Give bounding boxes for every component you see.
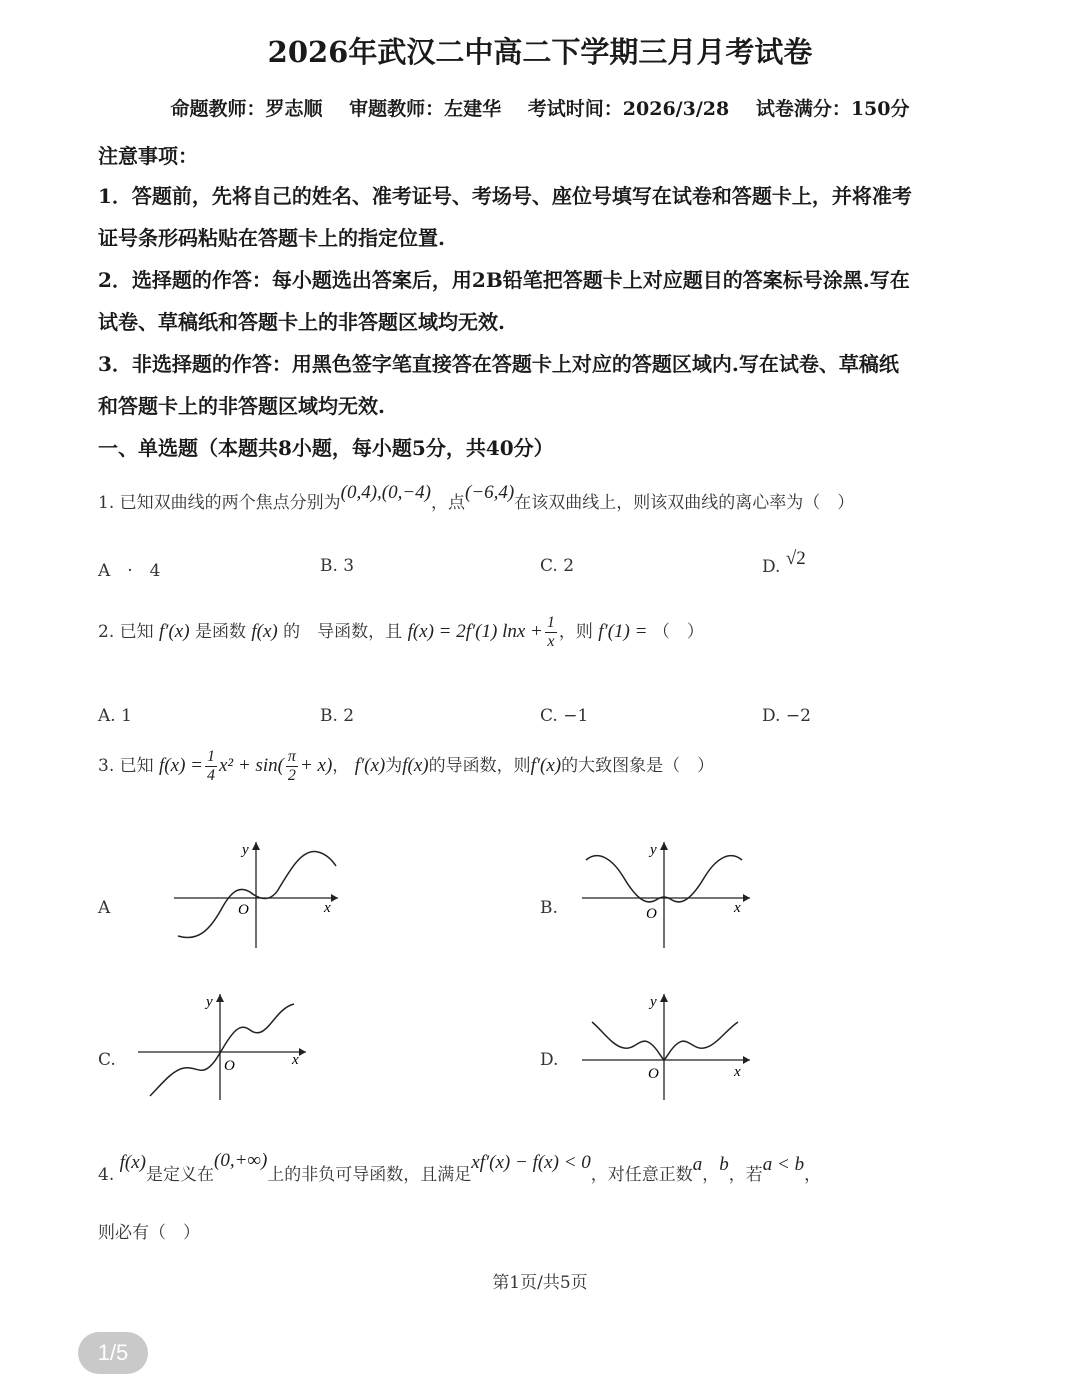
q2-text-2: 是函数 — [194, 622, 246, 642]
q2-fprime: f′(x) — [159, 621, 190, 642]
q4-text-6: ，若 — [728, 1165, 763, 1185]
q2-text-1: 2. 已知 — [98, 622, 154, 642]
q2-option-c: C. −1 — [540, 706, 589, 726]
graph-b-x-arrow — [743, 894, 750, 902]
graph-a-x-arrow — [331, 894, 338, 902]
q4-fx: f(x) — [119, 1152, 147, 1173]
q2-frac-den: x — [547, 633, 555, 650]
graph-b-origin: O — [646, 906, 657, 922]
q2-fraction — [545, 614, 557, 651]
q2-text-3: 的 导函数，且 — [283, 622, 403, 642]
graph-c-origin: O — [224, 1058, 235, 1074]
graph-c-x-label: x — [292, 1052, 299, 1068]
q4-text-5: ， — [702, 1165, 720, 1185]
q1-option-d — [762, 548, 806, 578]
question-4 — [98, 1150, 822, 1186]
q1-text-3: 在该双曲线上，则该双曲线的离心率为（ ） — [514, 493, 855, 513]
graph-a — [170, 838, 340, 950]
graph-a-curve — [178, 852, 336, 938]
q4-a: a — [692, 1154, 703, 1175]
graph-c-y-label: y — [206, 994, 213, 1010]
full-score: 试卷满分：150分 — [755, 98, 910, 120]
question-1 — [98, 482, 855, 514]
q3-text-5: 的大致图象是（ ） — [561, 756, 715, 776]
graph-a-origin: O — [238, 902, 249, 918]
note-line-4: 试卷、草稿纸和答题卡上的非答题区域均无效. — [98, 310, 505, 334]
q2-option-a: A. 1 — [98, 706, 132, 726]
q4-text-3: 上的非负可导函数，且满足 — [267, 1165, 472, 1185]
exam-time: 考试时间：2026/3/28 — [527, 98, 730, 120]
q1-option-d-label: D. — [762, 557, 781, 577]
q1-option-d-math: √2 — [785, 548, 806, 569]
graph-a-y-arrow — [252, 842, 260, 850]
q3-text-2: ， — [332, 756, 350, 776]
graph-d-curve — [592, 1022, 738, 1060]
q3-option-c: C. — [98, 1050, 116, 1070]
q2-fx: f(x) — [251, 621, 278, 642]
q3-text-3: 为 — [385, 756, 403, 776]
note-line-5: 3．非选择题的作答：用黑色签字笔直接答在答题卡上对应的答题区域内.写在试卷、草稿纸 — [98, 352, 899, 376]
setter: 命题教师：罗志顺 — [170, 98, 323, 120]
q3-frac1-den: 4 — [206, 767, 215, 784]
q3-text-4: 的导函数，则 — [428, 756, 531, 776]
graph-c-curve — [150, 1004, 294, 1096]
graph-a-x-label: x — [324, 900, 331, 916]
q1-foci: (0,4),(0,−4) — [340, 482, 432, 503]
q3-fraction-1 — [205, 748, 217, 785]
reviewer: 审题教师：左建华 — [349, 98, 502, 120]
q3-fraction-2 — [286, 748, 298, 785]
graph-d-origin: O — [648, 1066, 659, 1082]
graph-c — [136, 990, 308, 1102]
q1-option-a: A · 4 — [98, 561, 161, 581]
q4-condition: xf′(x) − f(x) < 0 — [471, 1152, 591, 1173]
q3-option-b: B. — [540, 898, 558, 918]
q2-option-b: B. 2 — [320, 706, 355, 726]
q1-point: (−6,4) — [465, 482, 515, 503]
q3-option-a: A — [98, 898, 111, 918]
graph-d-x-arrow — [743, 1056, 750, 1064]
graph-c-y-arrow — [216, 994, 224, 1002]
q3-option-d: D. — [540, 1050, 559, 1070]
q4-text-7: ， — [804, 1165, 822, 1185]
graph-c-x-arrow — [299, 1048, 306, 1056]
exam-title: 2026年武汉二中高二下学期三月月考试卷 — [267, 35, 813, 69]
q4-text-2: 是定义在 — [146, 1165, 215, 1185]
q3-frac1-num: 1 — [206, 748, 215, 765]
notes-heading: 注意事项： — [98, 144, 198, 168]
graph-d — [580, 990, 752, 1102]
q4-domain: (0,+∞) — [214, 1150, 268, 1171]
q3-text-1: 3. 已知 — [98, 756, 154, 776]
page-footer: 第1页/共5页 — [492, 1273, 588, 1293]
q2-equation: f(x) = 2f′(1) lnx + — [407, 621, 543, 642]
question-3 — [98, 748, 714, 785]
graph-d-x-label: x — [734, 1064, 741, 1080]
q4-text-1: 4. — [98, 1165, 115, 1185]
q3-fprime: f′(x) — [354, 755, 386, 776]
q4-a-lt-b: a < b — [762, 1154, 805, 1175]
q3-def-b: x² + sin( — [218, 755, 284, 776]
note-line-1: 1．答题前，先将自己的姓名、准考证号、考场号、座位号填写在试卷和答题卡上，并将准考 — [98, 184, 912, 208]
q1-option-b: B. 3 — [320, 556, 355, 576]
graph-a-y-label: y — [242, 842, 249, 858]
q2-text-5: （ ） — [652, 622, 704, 642]
q3-def-c: + x) — [299, 755, 333, 776]
page-indicator-badge[interactable]: 1/5 — [78, 1332, 148, 1374]
graph-d-y-arrow — [660, 994, 668, 1002]
note-line-3: 2．选择题的作答：每小题选出答案后，用2B铅笔把答题卡上对应题目的答案标号涂黑.写在 — [98, 268, 910, 292]
note-line-2: 证号条形码粘贴在答题卡上的指定位置. — [98, 226, 445, 250]
question-2 — [98, 614, 704, 651]
q2-text-4: ，则 — [558, 622, 593, 642]
graph-b-y-arrow — [660, 842, 668, 850]
q3-fx: f(x) — [402, 755, 429, 776]
q2-ask: f′(1) = — [598, 621, 648, 642]
q4-b: b — [719, 1154, 729, 1175]
exam-meta — [0, 94, 1080, 121]
q4-tail: 则必有（ ） — [98, 1223, 200, 1243]
q3-fprime-2: f′(x) — [530, 755, 562, 776]
q1-text-1: 1. 已知双曲线的两个焦点分别为 — [98, 493, 341, 513]
graph-b — [580, 838, 752, 950]
q4-text-4: ，对任意正数 — [590, 1165, 693, 1185]
q1-text-2: ，点 — [431, 493, 466, 513]
graph-b-y-label: y — [650, 842, 657, 858]
section-heading: 一、单选题（本题共8小题，每小题5分，共40分） — [98, 436, 554, 460]
q3-frac2-den: 2 — [287, 767, 296, 784]
q2-option-d: D. −2 — [762, 706, 811, 726]
q2-frac-num: 1 — [546, 614, 555, 631]
q3-frac2-num: π — [287, 748, 296, 765]
note-line-6: 和答题卡上的非答题区域均无效. — [98, 394, 385, 418]
q1-option-c: C. 2 — [540, 556, 575, 576]
graph-b-x-label: x — [734, 900, 741, 916]
graph-d-y-label: y — [650, 994, 657, 1010]
q3-def-a: f(x) = — [159, 755, 203, 776]
